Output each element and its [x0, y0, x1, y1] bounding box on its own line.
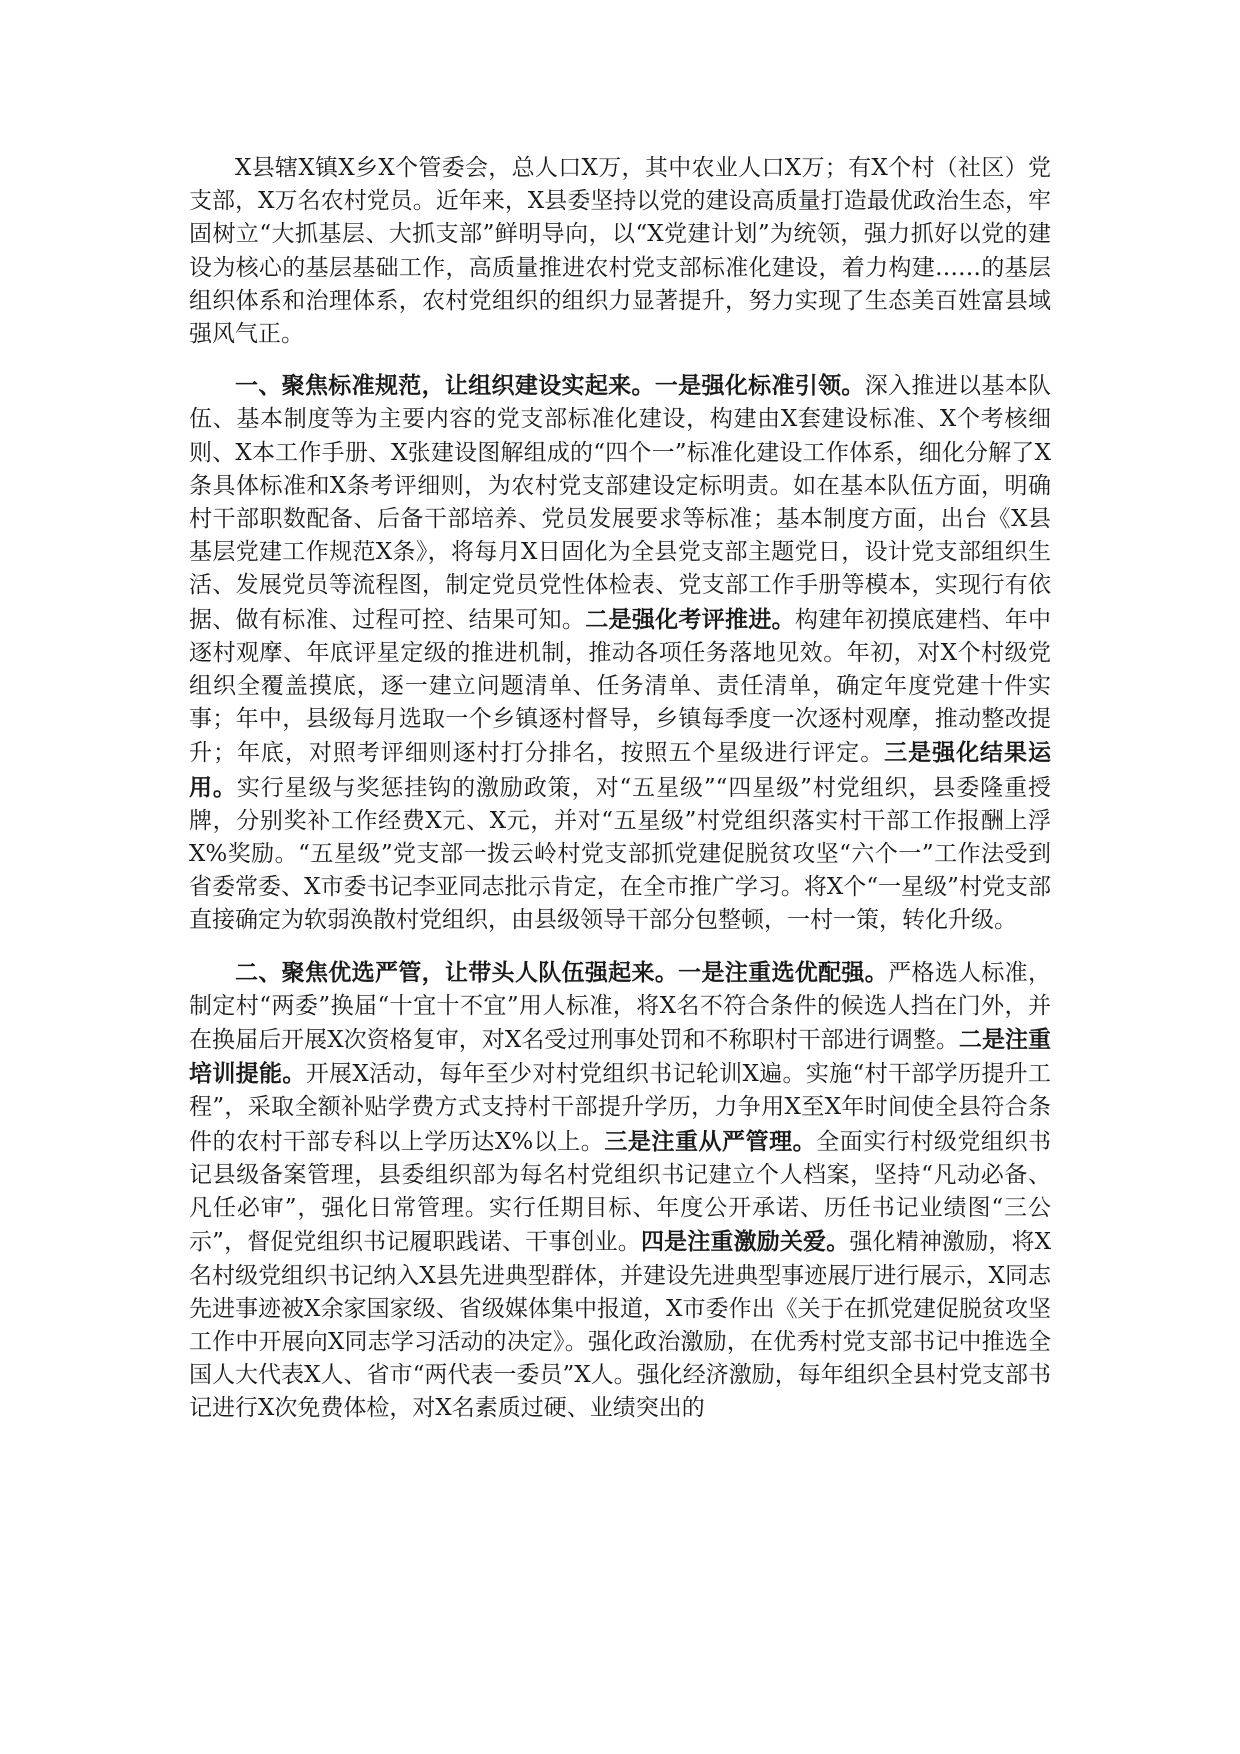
intro-paragraph — [189, 152, 1051, 351]
subheading: 三是注重从严管理。 — [604, 1127, 817, 1155]
section-one-paragraph — [189, 369, 1051, 937]
subheading: 二是注重培训提能。 — [189, 1026, 1052, 1088]
paragraph-text: X县辖X镇X乡X个管委会，总人口X万，其中农业人口X万；有X个村（社区）党支部，X万名农村党员。近年来，X县委坚持以党的建设高质量打造最优政治生态，牢固树立“大抓基层、大抓支部”鲜明导向，以“X党建计划”为统领，强力抓好以党的建设为核心的基层基础工作，高质量推进农村党支部标准化建设，着力构建……的基层组织体系和治理体系，农村党组织的组织力显著提升，努力实现了生态美百姓富县域强风气正。 — [189, 155, 1051, 348]
subheading: 四是注重激励关爱。 — [640, 1228, 850, 1256]
paragraph-text: 深入推进以基本队伍、基本制度等为主要内容的党支部标准化建设，构建由X套建设标准、X个考核细则、X本工作手册、X张建设图解组成的“四个一”标准化建设工作体系，细化分解了X条具体标准和X条考评细则，为农村党支部建设定标明责。如在基本队伍方面，明确村干部职数配备、后备干部培养、党员发展要求等标准；基本制度方面，出台《X县基层党建工作规范X条》，将每月X日固化为全县党支部主题党日，设计党支部组织生活、发展党员等流程图，制定党员党性体检表、党支部工作手册等模本，实现行有依据、做有标准、过程可控、结果可知。 — [189, 373, 1052, 633]
section-heading: 二、聚焦优选严管，让带头人队伍强起来。一是注重选优配强。 — [235, 958, 889, 986]
paragraph-text: 全面实行村级党组织书记县级备案管理，县委组织部为每名村党组织书记建立个人档案，坚持“凡动必备、凡任必审”，强化日常管理。实行任期目标、年度公开承诺、历任书记业绩图“三公示”，督促党组织书记履职践诺、干事创业。 — [189, 1128, 1051, 1256]
subheading: 二是强化考评推进。 — [585, 605, 795, 633]
paragraph-text: 严格选人标准，制定村“两委”换届“十宜十不宜”用人标准，将X名不符合条件的候选人挡在门外，并在换届后开展X次资格复审，对X名受过刑事处罚和不称职村干部进行调整。 — [189, 959, 1052, 1054]
paragraph-text: 开展X活动，每年至少对村党组织书记轮训X遍。实施“村干部学历提升工程”，采取全额补贴学费方式支持村干部提升学历，力争用X至X年时间使全县符合条件的农村干部专科以上学历达X%以上。 — [189, 1061, 1051, 1155]
paragraph-text: 实行星级与奖惩挂钩的激励政策，对“五星级”“四星级”村党组织，县委隆重授牌，分别奖补工作经费X元、X元，并对“五星级”村党组织落实村干部工作报酬上浮X%奖励。“五星级”党支部一拨云岭村党支部抓党建促脱贫攻坚“六个一”工作法受到省委常委、X市委书记李亚同志批示肯定，在全市推广学习。将X个“一星级”村党支部直接确定为软弱涣散村党组织，由县级领导干部分包整顿，一村一策，转化升级。 — [189, 774, 1051, 934]
paragraph-text: 强化精神激励，将X名村级党组织书记纳入X县先进典型群体，并建设先进典型事迹展厅进行展示，X同志先进事迹被X余家国家级、省级媒体集中报道，X市委作出《关于在抓党建促脱贫攻坚工作中开展向X同志学习活动的决定》。强化政治激励，在优秀村党支部书记中推选全国人大代表X人、省市“两代表一委员”X人。强化经济激励，每年组织全县村党支部书记进行X次免费体检，对X名素质过硬、业绩突出的 — [189, 1229, 1052, 1422]
section-heading: 一、聚焦标准规范，让组织建设实起来。一是强化标准引领。 — [235, 372, 865, 400]
paragraph-text: 构建年初摸底建档、年中逐村观摩、年底评星定级的推进机制，推动各项任务落地见效。年初，对X个村级党组织全覆盖摸底，逐一建立问题清单、任务清单、责任清单，确定年度党建十件实事；年中，县级每月选取一个乡镇逐村督导，乡镇每季度一次逐村观摩，推动整改提升；年底，对照考评细则逐村打分排名，按照五个星级进行评定。 — [189, 606, 1052, 767]
subheading: 三是强化结果运用。 — [189, 739, 1052, 801]
document-body — [189, 152, 1051, 1444]
section-two-paragraph — [189, 956, 1051, 1426]
